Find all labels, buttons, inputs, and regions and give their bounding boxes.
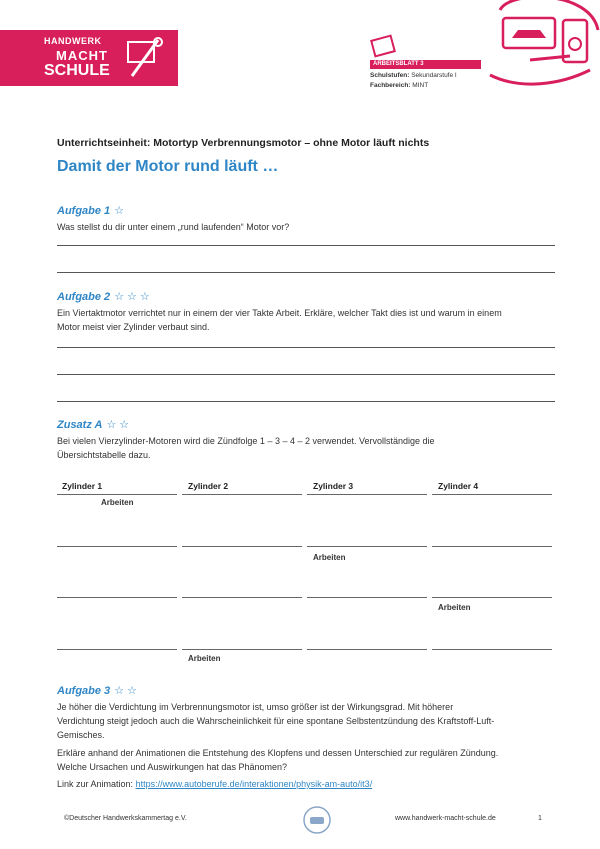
- table-cell-line[interactable]: [307, 649, 427, 650]
- task1-heading: [57, 204, 127, 217]
- answer-line[interactable]: [57, 401, 555, 402]
- unit-heading: Unterrichtseinheit: Motortyp Verbrennungsmotor – ohne Motor läuft nichts: [57, 137, 430, 149]
- animation-link-label: Link zur Animation:: [57, 779, 134, 789]
- worksheet-badge: ARBEITSBLATT 3: [370, 60, 481, 69]
- task2-heading: [57, 290, 153, 303]
- task2-label: Aufgabe 2: [57, 291, 111, 303]
- logo-text-schule: SCHULE: [44, 62, 110, 79]
- subject-label: Fachbereich:: [370, 82, 411, 89]
- table-header-line: [57, 494, 177, 495]
- table-header-line: [182, 494, 302, 495]
- levels-label: Schulstufen:: [370, 72, 410, 79]
- table-cell-line[interactable]: [57, 649, 177, 650]
- answer-line[interactable]: [57, 374, 555, 375]
- task3-p1-line3: Gemisches.: [57, 730, 105, 740]
- col-header-zylinder-3: Zylinder 3: [313, 481, 354, 491]
- footer-copyright: ©Deutscher Handwerkskammertag e.V.: [64, 815, 187, 822]
- extra-label: Zusatz A: [57, 419, 103, 431]
- page-title: Damit der Motor rund läuft …: [57, 158, 279, 175]
- work-cell-z1-r1: Arbeiten: [101, 498, 134, 507]
- table-cell-line[interactable]: [182, 546, 302, 547]
- work-cell-z4-r3: Arbeiten: [438, 603, 471, 612]
- answer-line[interactable]: [57, 245, 555, 246]
- work-cell-z3-r2: Arbeiten: [313, 553, 346, 562]
- brand-logo: [0, 30, 178, 86]
- table-cell-line[interactable]: [182, 649, 302, 650]
- table-cell-line[interactable]: [307, 597, 427, 598]
- task3-label: Aufgabe 3: [57, 685, 111, 697]
- animation-link[interactable]: https://www.autoberufe.de/interaktionen/physik-am-auto/it3/: [135, 779, 373, 789]
- extra-heading: [57, 418, 132, 431]
- star-icon: ☆: [114, 205, 128, 217]
- col-header-zylinder-1: Zylinder 1: [62, 481, 103, 491]
- table-cell-line[interactable]: [432, 597, 552, 598]
- col-header-zylinder-2: Zylinder 2: [188, 481, 229, 491]
- table-header-line: [432, 494, 552, 495]
- task3-p2-line1: Erkläre anhand der Animationen die Entstehung des Klopfens und dessen Unterschied zur regulären Zündung.: [57, 748, 499, 758]
- work-cell-z2-r4: Arbeiten: [188, 654, 221, 663]
- star-icon: ☆☆: [114, 685, 140, 697]
- subject-area: [370, 82, 428, 89]
- task3-p1-line1: Je höher die Verdichtung im Verbrennungsmotor ist, umso größer ist der Wirkungsgrad. Mit höherer: [57, 702, 454, 712]
- table-cell-line[interactable]: [57, 546, 177, 547]
- col-header-zylinder-4: Zylinder 4: [438, 481, 479, 491]
- seal-icon: [302, 805, 332, 835]
- levels-value: Sekundarstufe I: [411, 72, 457, 79]
- task2-question-line1: Ein Viertaktmotor verrichtet nur in einem der vier Takte Arbeit. Erkläre, welcher Takt dies ist und warum in einem: [57, 308, 502, 318]
- extra-question-line2: Übersichtstabelle dazu.: [57, 450, 151, 460]
- subject-value: MINT: [412, 82, 429, 89]
- table-cell-line[interactable]: [57, 597, 177, 598]
- table-cell-line[interactable]: [307, 546, 427, 547]
- task3-heading: [57, 684, 140, 697]
- table-header-line: [307, 494, 427, 495]
- table-cell-line[interactable]: [432, 546, 552, 547]
- star-icon: ☆☆: [106, 419, 133, 431]
- task3-p2-line2: Welche Ursachen und Auswirkungen hat das Phänomen?: [57, 762, 287, 772]
- logo-text-handwerk: HANDWERK: [44, 36, 102, 46]
- task3-p1-line2: Verdichtung steigt jedoch auch die Wahrscheinlichkeit für eine spontane Selbstentzündung des Kraftstoff-Luft-: [57, 716, 495, 726]
- tools-icon: [124, 36, 164, 80]
- answer-line[interactable]: [57, 272, 555, 273]
- task1-label: Aufgabe 1: [57, 205, 111, 217]
- logo-text-macht: MACHT: [56, 48, 108, 63]
- school-levels: [370, 72, 457, 79]
- task1-question: Was stellst du dir unter einem „rund laufenden“ Motor vor?: [57, 222, 290, 232]
- extra-question-line1: Bei vielen Vierzylinder-Motoren wird die Zündfolge 1 – 3 – 4 – 2 verwendet. Vervollständige die: [57, 436, 435, 446]
- answer-line[interactable]: [57, 347, 555, 348]
- animation-link-row: [57, 777, 555, 791]
- table-cell-line[interactable]: [432, 649, 552, 650]
- page-number: 1: [538, 815, 542, 822]
- star-icon: ☆☆☆: [114, 291, 153, 303]
- task2-question-line2: Motor meist vier Zylinder verbaut sind.: [57, 322, 210, 332]
- table-cell-line[interactable]: [182, 597, 302, 598]
- footer-website[interactable]: www.handwerk-macht-schule.de: [395, 815, 496, 822]
